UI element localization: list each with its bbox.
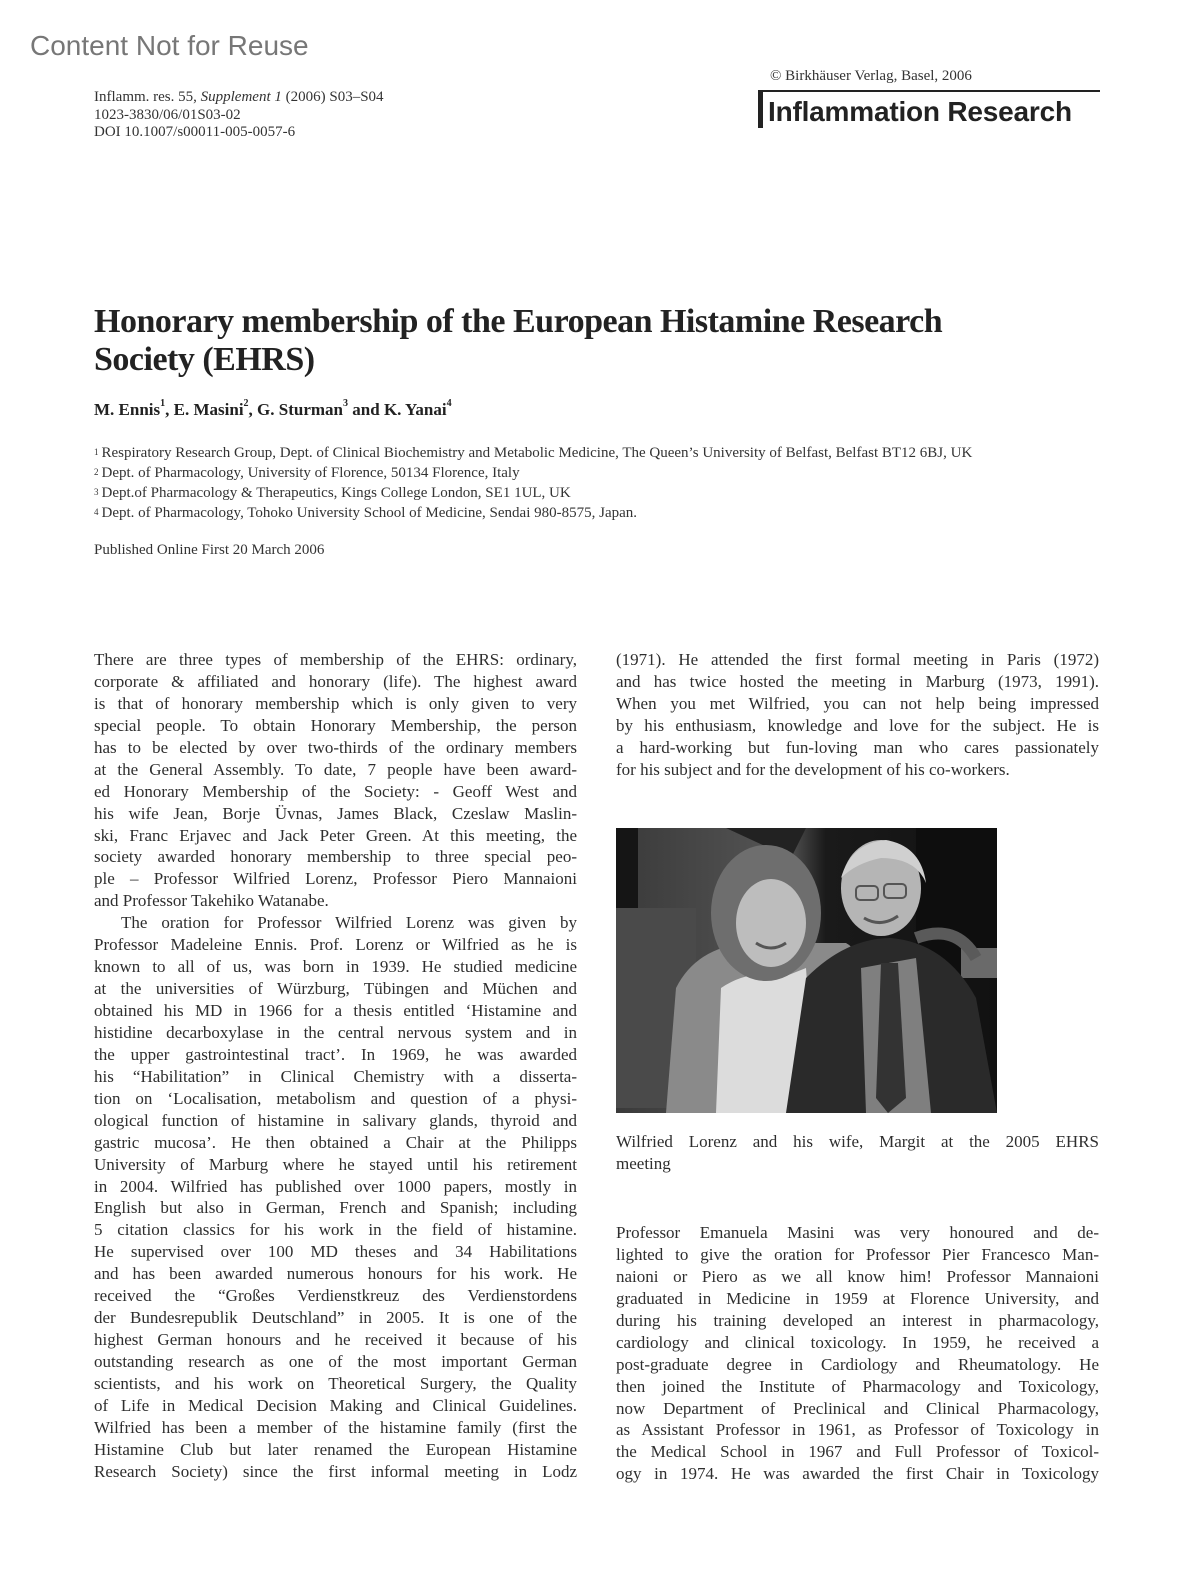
author-affiliation-marker: 2 [243, 398, 249, 409]
body-line: then joined the Institute of Pharmacology and Toxicology, [616, 1376, 1099, 1396]
body-line: There are three types of membership of the EHRS: ordinary, [94, 650, 577, 669]
body-line: his “Habilitation” in Clinical Chemistry with a disserta- [94, 1066, 577, 1086]
body-line: is that of honorary membership which is only given to very [94, 693, 577, 713]
body-line: special people. To obtain Honorary Membership, the person [94, 715, 577, 735]
article-title [94, 303, 1094, 379]
body-line: for his subject and for the development of his co-workers. [616, 759, 1010, 779]
citation-journal-line [94, 89, 384, 107]
author-separator: and [348, 400, 384, 419]
body-line: tion on ‘Localisation, metabolism and question of a physi- [94, 1088, 577, 1108]
body-line: (1971). He attended the first formal meeting in Paris (1972) [616, 650, 1099, 669]
body-line: at the universities of Würzburg, Tübingen and Müchen and [94, 979, 577, 999]
body-line: Professor Madeleine Ennis. Prof. Lorenz or Wilfried as he is [94, 935, 577, 955]
affiliation-list [94, 443, 972, 523]
body-line: Wilfried has been a member of the histamine family (first the [94, 1417, 577, 1437]
body-line: graduated in Medicine in 1959 at Florence University, and [616, 1288, 1099, 1308]
body-line: ple – Professor Wilfried Lorenz, Professor Piero Mannaioni [94, 869, 577, 889]
body-line: highest German honours and he received it because of his [94, 1330, 577, 1350]
author-name: K. Yanai [383, 400, 447, 419]
affiliation-number: 1 [94, 447, 99, 457]
author-name: E. Masini [173, 400, 244, 419]
body-line: and has been awarded numerous honours for his work. He [94, 1264, 577, 1284]
citation-doi-line: DOI 10.1007/s00011-005-0057-6 [94, 124, 296, 140]
body-line: society awarded honorary membership to three special peo- [94, 847, 577, 867]
body-line: as Assistant Professor in 1961, as Professor of Toxicology in [616, 1420, 1099, 1440]
affiliation-item [94, 503, 972, 523]
body-line: der Bundesrepublik Deutschland” in 2005. It is one of the [94, 1308, 577, 1328]
body-line: post-graduate degree in Cardiology and Rheumatology. He [616, 1354, 1099, 1374]
citation-supplement: Supplement 1 [200, 89, 282, 105]
figure-caption [616, 1131, 1099, 1175]
affiliation-item [94, 443, 972, 463]
body-line: ski, Franc Erjavec and Jack Peter Green. At this meeting, the [94, 825, 577, 845]
body-line: 5 citation classics for his work in the field of histamine. [94, 1220, 577, 1240]
affiliation-item [94, 463, 972, 483]
author-affiliation-marker: 4 [446, 398, 452, 409]
figure-photo [616, 828, 997, 1113]
citation-suffix: (2006) S03–S04 [281, 89, 384, 105]
body-line: University of Marburg where he stayed until his retirement [94, 1154, 577, 1174]
body-line: received the “Großes Verdienstkreuz des Verdienstordens [94, 1286, 577, 1306]
publication-date: Published Online First 20 March 2006 [94, 542, 325, 558]
body-line: ological function of histamine in salivary glands, thyroid and [94, 1110, 577, 1130]
body-line: and Professor Takehiko Watanabe. [94, 891, 329, 911]
watermark-text: Content Not for Reuse [30, 30, 309, 61]
body-line: and has twice hosted the meeting in Marburg (1973, 1991). [616, 671, 1099, 691]
title-line: Society (EHRS) [94, 341, 315, 378]
citation-block [94, 89, 384, 142]
author-list [94, 400, 452, 420]
affiliation-text: Respiratory Research Group, Dept. of Clinical Biochemistry and Metabolic Medicine, The Queen’s University of Belfast, Belfast BT12 6BJ, UK [101, 445, 973, 461]
affiliation-number: 2 [94, 467, 99, 477]
affiliation-text: Dept.of Pharmacology & Therapeutics, Kings College London, SE1 1UL, UK [101, 485, 571, 501]
body-line: the Medical School in 1967 and Full Professor of Toxicol- [616, 1442, 1099, 1462]
journal-masthead [758, 90, 1100, 130]
body-line: now Department of Preclinical and Clinical Pharmacology, [616, 1398, 1099, 1418]
journal-name: Inflammation Research [768, 96, 1072, 127]
body-line: lighted to give the oration for Professor Pier Francesco Man- [616, 1244, 1099, 1264]
body-line: a hard-working but fun-loving man who cares passionately [616, 737, 1099, 757]
author-affiliation-marker: 3 [343, 398, 349, 409]
body-line: obtained his MD in 1966 for a thesis entitled ‘Histamine and [94, 1001, 577, 1020]
body-line: Professor Emanuela Masini was very honoured and de- [616, 1223, 1099, 1242]
body-line: the upper gastrointestinal tract’. In 1969, he was awarded [94, 1044, 577, 1064]
body-line: ed Honorary Membership of the Society: - Geoff West and [94, 781, 577, 801]
body-column-right-top [616, 649, 1099, 781]
affiliation-number: 3 [94, 487, 99, 497]
body-line: has to be elected by over two-thirds of the ordinary members [94, 737, 577, 757]
masthead-bar-decoration [758, 92, 763, 128]
photo-illustration [616, 828, 997, 1113]
body-line: histidine decarboxylase in the central nervous system and in [94, 1022, 577, 1042]
author-name: M. Ennis [94, 400, 161, 419]
body-line: Research Society) since the first informal meeting in Lodz [94, 1461, 577, 1481]
body-line: scientists, and his work on Theoretical Surgery, the Quality [94, 1373, 577, 1393]
affiliation-text: Dept. of Pharmacology, University of Florence, 50134 Florence, Italy [101, 465, 520, 481]
citation-prefix: Inflamm. res. 55, [94, 89, 201, 105]
body-line: outstanding research as one of the most important German [94, 1352, 577, 1371]
affiliation-number: 4 [94, 507, 99, 517]
body-line: English but also in German, French and Spanish; including [94, 1198, 577, 1218]
body-line: naioni or Piero as we all know him! Professor Mannaioni [616, 1266, 1099, 1286]
body-line: The oration for Professor Wilfried Lorenz was given by [121, 913, 577, 933]
body-line: by his enthusiasm, knowledge and love for the subject. He is [616, 715, 1099, 735]
body-column-left [94, 649, 577, 1483]
caption-line: Wilfried Lorenz and his wife, Margit at the 2005 EHRS [616, 1132, 1099, 1151]
body-line: known to all of us, was born in 1939. He studied medicine [94, 957, 577, 977]
body-column-right-bottom [616, 1222, 1099, 1485]
affiliation-item [94, 483, 972, 503]
citation-issn-line: 1023-3830/06/01S03-02 [94, 106, 241, 123]
body-line: at the General Assembly. To date, 7 people have been award- [94, 759, 577, 779]
affiliation-text: Dept. of Pharmacology, Tohoko University School of Medicine, Sendai 980-8575, Japan. [101, 505, 638, 521]
copyright-notice: © Birkhäuser Verlag, Basel, 2006 [770, 68, 972, 84]
body-line: ogy in 1974. He was awarded the first Chair in Toxicology [616, 1464, 1099, 1484]
body-line: in 2004. Wilfried has published over 1000 papers, mostly in [94, 1176, 577, 1196]
author-name: G. Sturman [257, 400, 344, 419]
caption-line: meeting [616, 1154, 671, 1173]
body-line: of Life in Medical Decision Making and Clinical Guidelines. [94, 1395, 577, 1415]
body-line: his wife Jean, Borje Üvnas, James Black, Czeslaw Maslin- [94, 803, 577, 823]
title-line: Honorary membership of the European Histamine Research [94, 303, 943, 340]
author-separator: , [248, 400, 258, 419]
body-line: He supervised over 100 MD theses and 34 Habilitations [94, 1242, 577, 1262]
body-line: during his training developed an interest in pharmacology, [616, 1310, 1099, 1330]
body-line: gastric mucosa’. He then obtained a Chair at the Philipps [94, 1132, 577, 1152]
author-separator: , [165, 400, 174, 419]
body-line: cardiology and clinical toxicology. In 1959, he received a [616, 1332, 1099, 1352]
body-line: corporate & affiliated and honorary (life). The highest award [94, 671, 577, 691]
body-line: Histamine Club but later renamed the European Histamine [94, 1439, 577, 1459]
author-affiliation-marker: 1 [160, 398, 166, 409]
body-line: When you met Wilfried, you can not help being impressed [616, 693, 1099, 713]
